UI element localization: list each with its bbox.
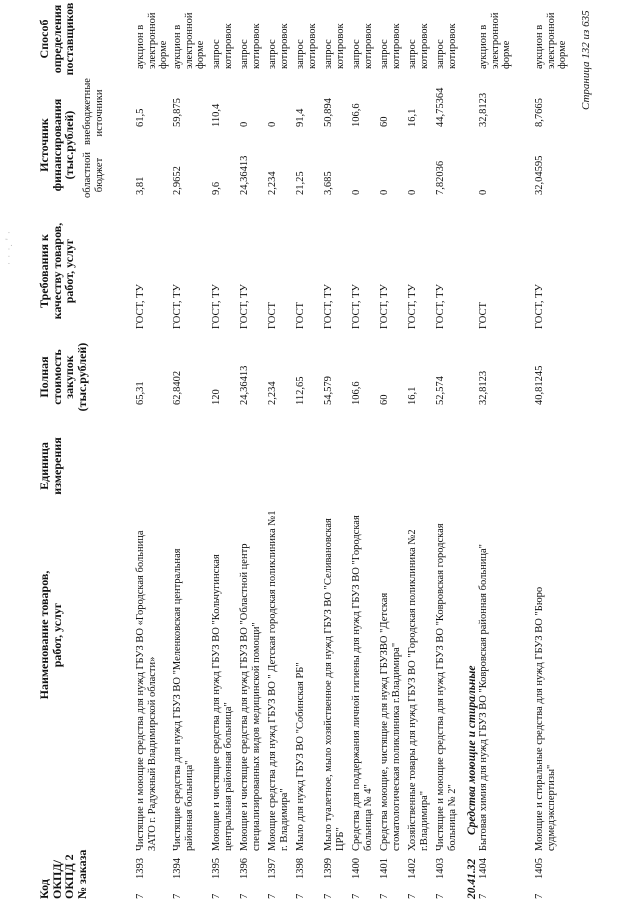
row-name: Чистящие и моющие средства для нужд ГБУЗ ВО "Ковровская городская больница № 2" xyxy=(435,523,458,851)
row-method: запрос котировок xyxy=(295,23,318,69)
row-method: аукцион в электронной форме xyxy=(172,12,206,69)
row-regional: 3,685 xyxy=(323,171,334,195)
row-code: 7 xyxy=(351,893,362,899)
row-number: 1395 xyxy=(211,858,222,879)
row-code: 7 xyxy=(407,893,418,899)
row-number: 1394 xyxy=(172,858,183,879)
row-cost: 24,36413 xyxy=(239,365,250,405)
row-code: 7 xyxy=(379,893,390,899)
row-cost: 106,6 xyxy=(351,381,362,405)
header-source: Источник финансирования (тыс.рублей) xyxy=(37,98,76,192)
row-cost: 65,31 xyxy=(135,381,146,405)
scan-artifact: · · ·. ' · xyxy=(4,230,14,265)
row-code: 7 xyxy=(211,893,222,899)
row-extra: 110,4 xyxy=(211,103,222,127)
row-requirements: ГОСТ, ТУ xyxy=(407,284,418,329)
row-cost: 54,579 xyxy=(323,376,334,405)
row-requirements: ГОСТ, ТУ xyxy=(435,284,446,329)
row-regional: 2,9652 xyxy=(172,166,183,195)
row-extra: 91,4 xyxy=(295,108,306,127)
row-name: Моющие и чистящие средства для нужд ГБУЗ ВО "Областной центр специализированных видов медицинской помощи" xyxy=(239,543,262,851)
row-cost: 112,65 xyxy=(295,376,306,405)
row-name: Чистящие средства для нужд ГБУЗ ВО "Меленковская центральная районная больница" xyxy=(172,548,195,851)
row-requirements: ГОСТ, ТУ xyxy=(379,284,390,329)
row-extra: 50,894 xyxy=(323,98,334,127)
header-requirements: Требования к качеству товаров, работ, услуг xyxy=(37,222,76,320)
row-number: 1397 xyxy=(267,858,278,879)
row-method: аукцион в электронной форме xyxy=(478,12,512,69)
section-code: 20.41.32 xyxy=(466,858,478,899)
header-code: Код ОКПД/ ОКПД 2 № заказа xyxy=(37,849,89,899)
row-cost: 2,234 xyxy=(267,381,278,405)
row-name: Бытовая химия для нужд ГБУЗ ВО "Ковровская районная больница" xyxy=(478,544,489,851)
row-extra: 61,5 xyxy=(135,108,146,127)
row-code: 7 xyxy=(239,893,250,899)
row-extra: 60 xyxy=(379,116,390,127)
row-requirements: ГОСТ, ТУ xyxy=(239,284,250,329)
row-requirements: ГОСТ xyxy=(295,302,306,329)
row-extra: 0 xyxy=(239,121,250,127)
row-regional: 0 xyxy=(478,189,489,195)
row-requirements: ГОСТ, ТУ xyxy=(323,284,334,329)
row-method: запрос котировок xyxy=(211,23,234,69)
row-extra: 32,8123 xyxy=(478,92,489,127)
row-code: 7 xyxy=(323,893,334,899)
row-requirements: ГОСТ, ТУ xyxy=(351,284,362,329)
section-title: Средства моющие и стиральные xyxy=(466,665,478,835)
header-unit: Единица измерения xyxy=(37,437,64,495)
row-method: запрос котировок xyxy=(379,23,402,69)
row-method: запрос котировок xyxy=(351,23,374,69)
header-name: Наименование товаров, работ, услуг xyxy=(37,570,64,700)
row-number: 1404 xyxy=(478,858,489,879)
row-name: Моющие и стиральные средства для нужд ГБУЗ ВО "Бюро судмедэкспертизы" xyxy=(534,586,557,851)
row-requirements: ГОСТ xyxy=(267,302,278,329)
row-cost: 120 xyxy=(211,389,222,405)
row-name: Мыло для нужд ГБУЗ ВО "Собинская РБ" xyxy=(295,662,306,851)
page-number: Страница 132 из 635 xyxy=(580,10,592,110)
row-method: аукцион в электронной форме xyxy=(534,12,568,69)
header-source-regional: областной бюджет xyxy=(82,152,105,198)
row-requirements: ГОСТ, ТУ xyxy=(135,284,146,329)
row-cost: 52,574 xyxy=(435,376,446,405)
row-code: 7 xyxy=(135,893,146,899)
row-extra: 8,7665 xyxy=(534,98,545,127)
row-regional: 0 xyxy=(379,189,390,195)
header-method: Способ определения поставщиков xyxy=(37,2,76,76)
row-regional: 0 xyxy=(407,189,418,195)
row-cost: 62,8402 xyxy=(172,370,183,405)
row-cost: 16,1 xyxy=(407,386,418,405)
row-number: 1393 xyxy=(135,858,146,879)
row-regional: 0 xyxy=(351,189,362,195)
row-name: Чистящие и моющие средства для нужд ГБУЗ ВО «Городская больница ЗАТО г. Радужный Владимирской области» xyxy=(135,530,158,851)
row-code: 7 xyxy=(295,893,306,899)
row-method: аукцион в электронной форме xyxy=(135,12,169,69)
row-extra: 16,1 xyxy=(407,108,418,127)
row-number: 1402 xyxy=(407,858,418,879)
header-source-extra: внебюджетные источники xyxy=(82,78,105,145)
row-method: запрос котировок xyxy=(435,23,458,69)
row-method: запрос котировок xyxy=(323,23,346,69)
row-regional: 7,82036 xyxy=(435,160,446,195)
row-method: запрос котировок xyxy=(407,23,430,69)
row-number: 1400 xyxy=(351,858,362,879)
row-extra: 0 xyxy=(267,121,278,127)
row-number: 1403 xyxy=(435,858,446,879)
row-requirements: ГОСТ xyxy=(478,302,489,329)
row-requirements: ГОСТ, ТУ xyxy=(211,284,222,329)
row-extra: 106,6 xyxy=(351,103,362,127)
row-regional: 21,25 xyxy=(295,171,306,195)
row-name: Хозяйственные товары для нужд ГБУЗ ВО "Городская поликлиника №2 г.Владимира" xyxy=(407,529,430,851)
header-cost: Полная стоимость закупок (тыс.рублей) xyxy=(37,342,89,412)
row-method: запрос котировок xyxy=(267,23,290,69)
row-regional: 2,234 xyxy=(267,171,278,195)
row-number: 1398 xyxy=(295,858,306,879)
row-name: Мыло туалетное, мыло хозяйственное для нужд ГБУЗ ВО "Селивановская ЦРБ" xyxy=(323,518,346,851)
row-extra: 44,75364 xyxy=(435,87,446,127)
row-requirements: ГОСТ, ТУ xyxy=(172,284,183,329)
row-method: запрос котировок xyxy=(239,23,262,69)
row-code: 7 xyxy=(534,893,545,899)
row-number: 1399 xyxy=(323,858,334,879)
row-name: Моющие и чистящие средства для нужд ГБУЗ ВО "Кольчугинская центральная районная больница" xyxy=(211,554,234,851)
row-number: 1405 xyxy=(534,858,545,879)
row-name: Средства для поддержания личной гигиены для нужд ГБУЗ ВО "Городская больница № 4" xyxy=(351,515,374,851)
row-code: 7 xyxy=(267,893,278,899)
row-extra: 59,875 xyxy=(172,98,183,127)
row-number: 1396 xyxy=(239,858,250,879)
row-code: 7 xyxy=(172,893,183,899)
row-cost: 32,8123 xyxy=(478,370,489,405)
row-regional: 24,36413 xyxy=(239,155,250,195)
row-regional: 32,04595 xyxy=(534,155,545,195)
row-name: Моющие средства для нужд ГБУЗ ВО " Детская городская поликлиника №1 г. Владимира" xyxy=(267,510,290,851)
row-code: 7 xyxy=(435,893,446,899)
row-number: 1401 xyxy=(379,858,390,879)
row-cost: 40,81245 xyxy=(534,365,545,405)
row-cost: 60 xyxy=(379,394,390,405)
row-regional: 3,81 xyxy=(135,176,146,195)
row-code: 7 xyxy=(478,893,489,899)
row-name: Средства моющие, чистящие для нужд ГБУЗВО "Детская стоматологическая поликлиника г.Владимира" xyxy=(379,592,402,851)
row-requirements: ГОСТ, ТУ xyxy=(534,284,545,329)
row-regional: 9,6 xyxy=(211,181,222,195)
